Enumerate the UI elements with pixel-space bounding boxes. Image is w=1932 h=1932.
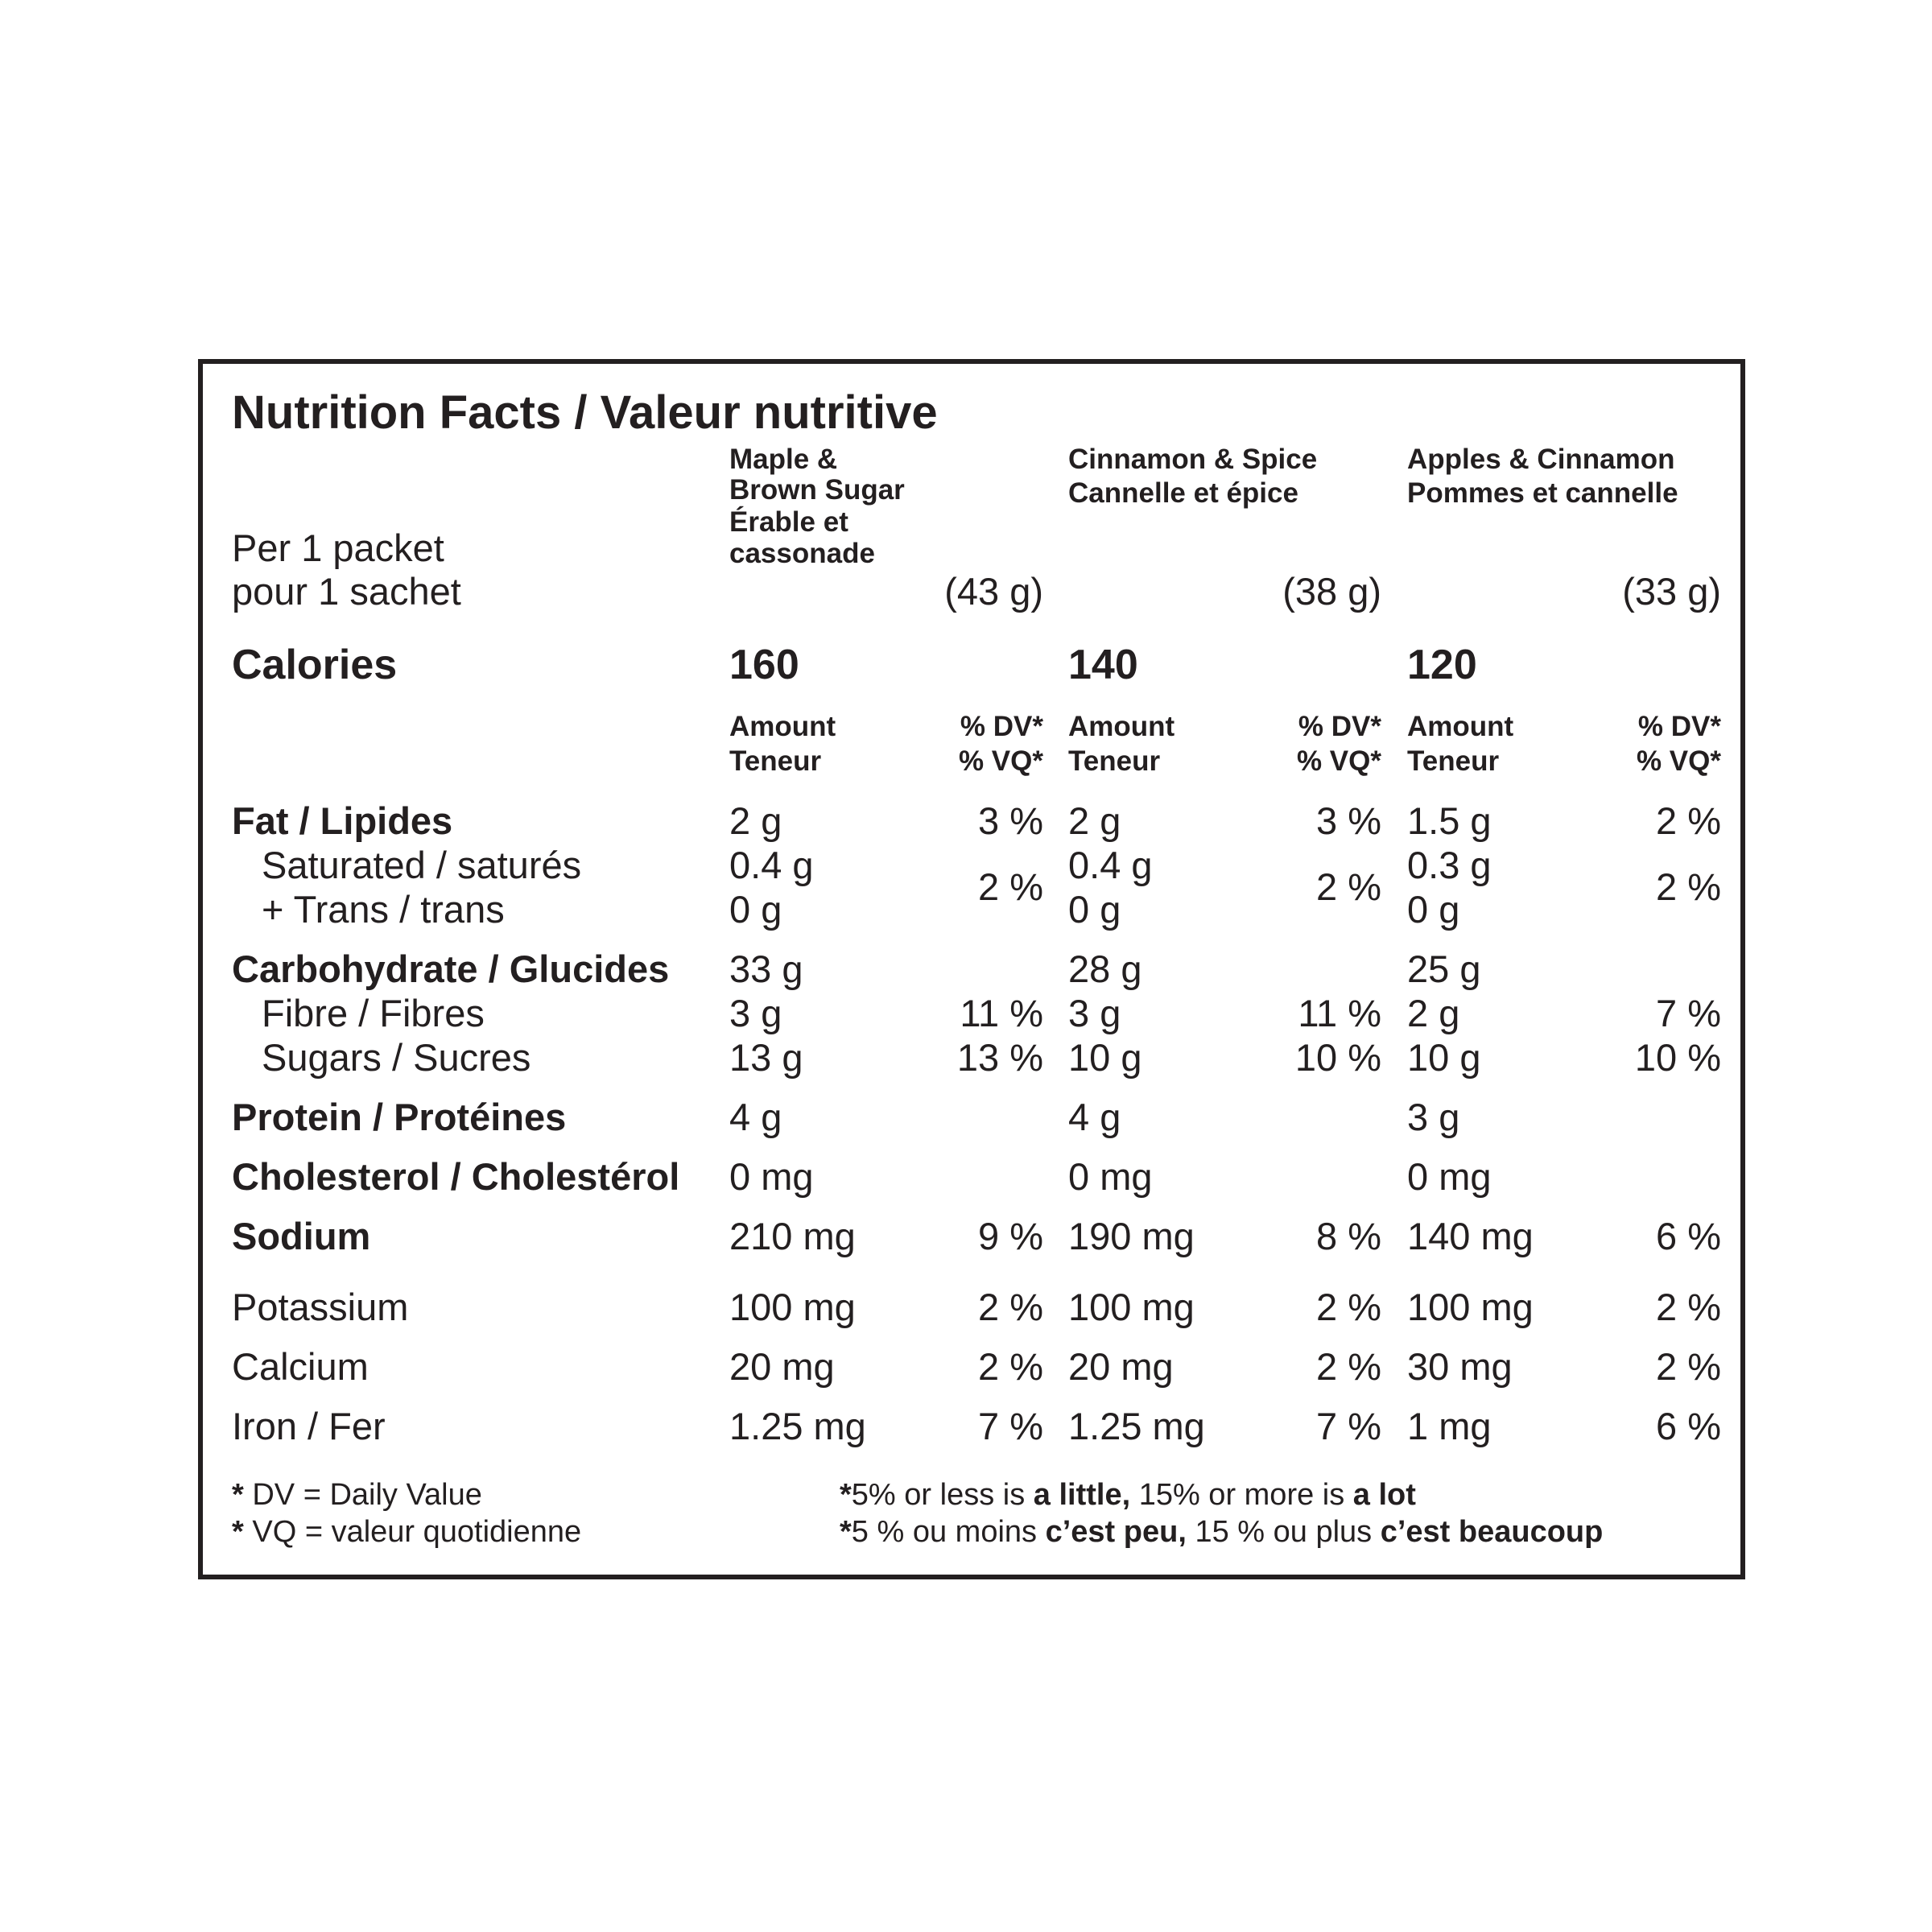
footnote-percent-en — [840, 1480, 1416, 1510]
column-3-sodium: 140 mg — [1407, 1215, 1534, 1257]
column-2-fibre-dv: 11 % — [1298, 992, 1381, 1034]
column-2-sugars-dv: 10 % — [1294, 1036, 1381, 1079]
column-1-sodium: 210 mg — [729, 1215, 856, 1257]
footnote-vq — [232, 1517, 581, 1547]
column-3-fibre-dv: 7 % — [1656, 992, 1721, 1034]
column-1-amount-header: Amount — [729, 711, 836, 742]
column-1-sodium-dv: 9 % — [978, 1215, 1043, 1257]
column-1-calcium: 20 mg — [729, 1345, 835, 1388]
footnote-dv — [232, 1480, 482, 1510]
column-1-name-line-4: cassonade — [729, 538, 875, 569]
column-2-fat: 2 g — [1068, 799, 1121, 842]
sodium-label: Sodium — [232, 1215, 371, 1257]
column-1-name-line-2: Brown Sugar — [729, 474, 905, 506]
column-1-cholesterol: 0 mg — [729, 1155, 814, 1198]
column-2-protein: 4 g — [1068, 1096, 1121, 1138]
column-2-carbohydrate: 28 g — [1068, 947, 1142, 990]
column-1-name-line-3: Érable et — [729, 506, 848, 538]
footnote-fr-peu: c’est peu, — [1045, 1515, 1187, 1549]
serving-size-fr: pour 1 sachet — [232, 570, 461, 613]
column-1-calories: 160 — [729, 642, 799, 688]
column-3-calcium: 30 mg — [1407, 1345, 1513, 1388]
column-3-vq-header: % VQ* — [1636, 745, 1721, 777]
column-2-dv-header: % DV* — [1298, 711, 1381, 742]
column-2-saturated: 0.4 g — [1068, 844, 1153, 886]
column-3-saturated: 0.3 g — [1407, 844, 1492, 886]
trans-label: + Trans / trans — [262, 888, 505, 931]
footnote-en-pre: 5% or less is — [851, 1478, 1034, 1512]
column-1-saturated: 0.4 g — [729, 844, 814, 886]
column-3-sugars-dv: 10 % — [1634, 1036, 1721, 1079]
column-1-fat: 2 g — [729, 799, 782, 842]
calories-label: Calories — [232, 642, 398, 688]
column-3-fibre: 2 g — [1407, 992, 1460, 1034]
column-2-iron-dv: 7 % — [1316, 1405, 1381, 1447]
column-1-protein: 4 g — [729, 1096, 782, 1138]
column-3-sodium-dv: 6 % — [1656, 1215, 1721, 1257]
column-3-iron-dv: 6 % — [1656, 1405, 1721, 1447]
iron-label: Iron / Fer — [232, 1405, 386, 1447]
column-1-name-line-1: Maple & — [729, 444, 838, 475]
footnote-vq-text: VQ = valeur quotidienne — [252, 1515, 582, 1549]
column-3-name-line-1: Apples & Cinnamon — [1407, 444, 1675, 475]
column-2-sugars: 10 g — [1068, 1036, 1142, 1079]
column-3-fat: 1.5 g — [1407, 799, 1492, 842]
column-3-cholesterol: 0 mg — [1407, 1155, 1492, 1198]
column-1-weight: (43 g) — [944, 570, 1043, 613]
column-3-fat-dv: 2 % — [1656, 799, 1721, 842]
column-3-amount-header: Amount — [1407, 711, 1514, 742]
column-1-potassium-dv: 2 % — [978, 1286, 1043, 1328]
column-1-sat-trans-dv: 2 % — [978, 865, 1043, 908]
footnote-percent-fr — [840, 1517, 1603, 1547]
column-3-potassium-dv: 2 % — [1656, 1286, 1721, 1328]
fibre-label: Fibre / Fibres — [262, 992, 485, 1034]
column-3-dv-header: % DV* — [1637, 711, 1721, 742]
serving-size-en: Per 1 packet — [232, 526, 444, 569]
table-title: Nutrition Facts / Valeur nutritive — [232, 386, 938, 439]
column-1-dv-header: % DV* — [960, 711, 1043, 742]
column-3-potassium: 100 mg — [1407, 1286, 1534, 1328]
column-3-name-line-2: Pommes et cannelle — [1407, 477, 1678, 509]
footnote-fr-mid: 15 % ou plus — [1186, 1515, 1381, 1549]
footnote-fr-beaucoup: c’est beaucoup — [1380, 1515, 1604, 1549]
saturated-label: Saturated / saturés — [262, 844, 582, 886]
column-1-vq-header: % VQ* — [958, 745, 1043, 777]
column-3-calories: 120 — [1407, 642, 1477, 688]
column-1-calcium-dv: 2 % — [978, 1345, 1043, 1388]
column-1-carbohydrate: 33 g — [729, 947, 803, 990]
column-2-cholesterol: 0 mg — [1068, 1155, 1153, 1198]
footnote-en-lot: a lot — [1352, 1478, 1416, 1512]
calcium-label: Calcium — [232, 1345, 369, 1388]
column-3-iron: 1 mg — [1407, 1405, 1492, 1447]
column-1-potassium: 100 mg — [729, 1286, 856, 1328]
column-3-sat-trans-dv: 2 % — [1656, 865, 1721, 908]
footnote-asterisk: * — [232, 1478, 244, 1512]
column-2-calories: 140 — [1068, 642, 1138, 688]
column-3-calcium-dv: 2 % — [1656, 1345, 1721, 1388]
carbohydrate-label: Carbohydrate / Glucides — [232, 947, 670, 990]
footnote-asterisk: * — [840, 1515, 852, 1549]
column-2-sat-trans-dv: 2 % — [1316, 865, 1381, 908]
column-3-sugars: 10 g — [1407, 1036, 1481, 1079]
column-2-fat-dv: 3 % — [1316, 799, 1381, 842]
column-3-trans: 0 g — [1407, 888, 1460, 931]
column-2-weight: (38 g) — [1282, 570, 1381, 613]
footnote-en-little: a little, — [1033, 1478, 1131, 1512]
footnote-en-mid: 15% or more is — [1130, 1478, 1353, 1512]
column-2-name-line-2: Cannelle et épice — [1068, 477, 1298, 509]
column-3-teneur-header: Teneur — [1407, 745, 1500, 777]
column-2-vq-header: % VQ* — [1296, 745, 1381, 777]
column-2-iron: 1.25 mg — [1068, 1405, 1205, 1447]
column-3-protein: 3 g — [1407, 1096, 1460, 1138]
column-1-fibre-dv: 11 % — [960, 992, 1043, 1034]
column-3-carbohydrate: 25 g — [1407, 947, 1481, 990]
column-1-fibre: 3 g — [729, 992, 782, 1034]
column-2-sodium: 190 mg — [1068, 1215, 1195, 1257]
column-1-iron: 1.25 mg — [729, 1405, 866, 1447]
column-1-sugars: 13 g — [729, 1036, 803, 1079]
column-1-sugars-dv: 13 % — [956, 1036, 1043, 1079]
column-1-iron-dv: 7 % — [978, 1405, 1043, 1447]
column-2-teneur-header: Teneur — [1068, 745, 1161, 777]
footnote-asterisk: * — [232, 1515, 244, 1549]
fat-label: Fat / Lipides — [232, 799, 453, 842]
column-2-sodium-dv: 8 % — [1316, 1215, 1381, 1257]
column-1-trans: 0 g — [729, 888, 782, 931]
column-2-potassium-dv: 2 % — [1316, 1286, 1381, 1328]
column-2-calcium: 20 mg — [1068, 1345, 1174, 1388]
column-3-weight: (33 g) — [1622, 570, 1721, 613]
footnote-asterisk: * — [840, 1478, 852, 1512]
footnote-dv-text: DV = Daily Value — [252, 1478, 482, 1512]
column-2-fibre: 3 g — [1068, 992, 1121, 1034]
column-2-amount-header: Amount — [1068, 711, 1175, 742]
column-2-name-line-1: Cinnamon & Spice — [1068, 444, 1318, 475]
footnote-fr-pre: 5 % ou moins — [851, 1515, 1046, 1549]
column-1-teneur-header: Teneur — [729, 745, 822, 777]
sugars-label: Sugars / Sucres — [262, 1036, 531, 1079]
column-1-fat-dv: 3 % — [978, 799, 1043, 842]
potassium-label: Potassium — [232, 1286, 409, 1328]
column-2-potassium: 100 mg — [1068, 1286, 1195, 1328]
cholesterol-label: Cholesterol / Cholestérol — [232, 1155, 680, 1198]
protein-label: Protein / Protéines — [232, 1096, 567, 1138]
column-2-calcium-dv: 2 % — [1316, 1345, 1381, 1388]
column-2-trans: 0 g — [1068, 888, 1121, 931]
